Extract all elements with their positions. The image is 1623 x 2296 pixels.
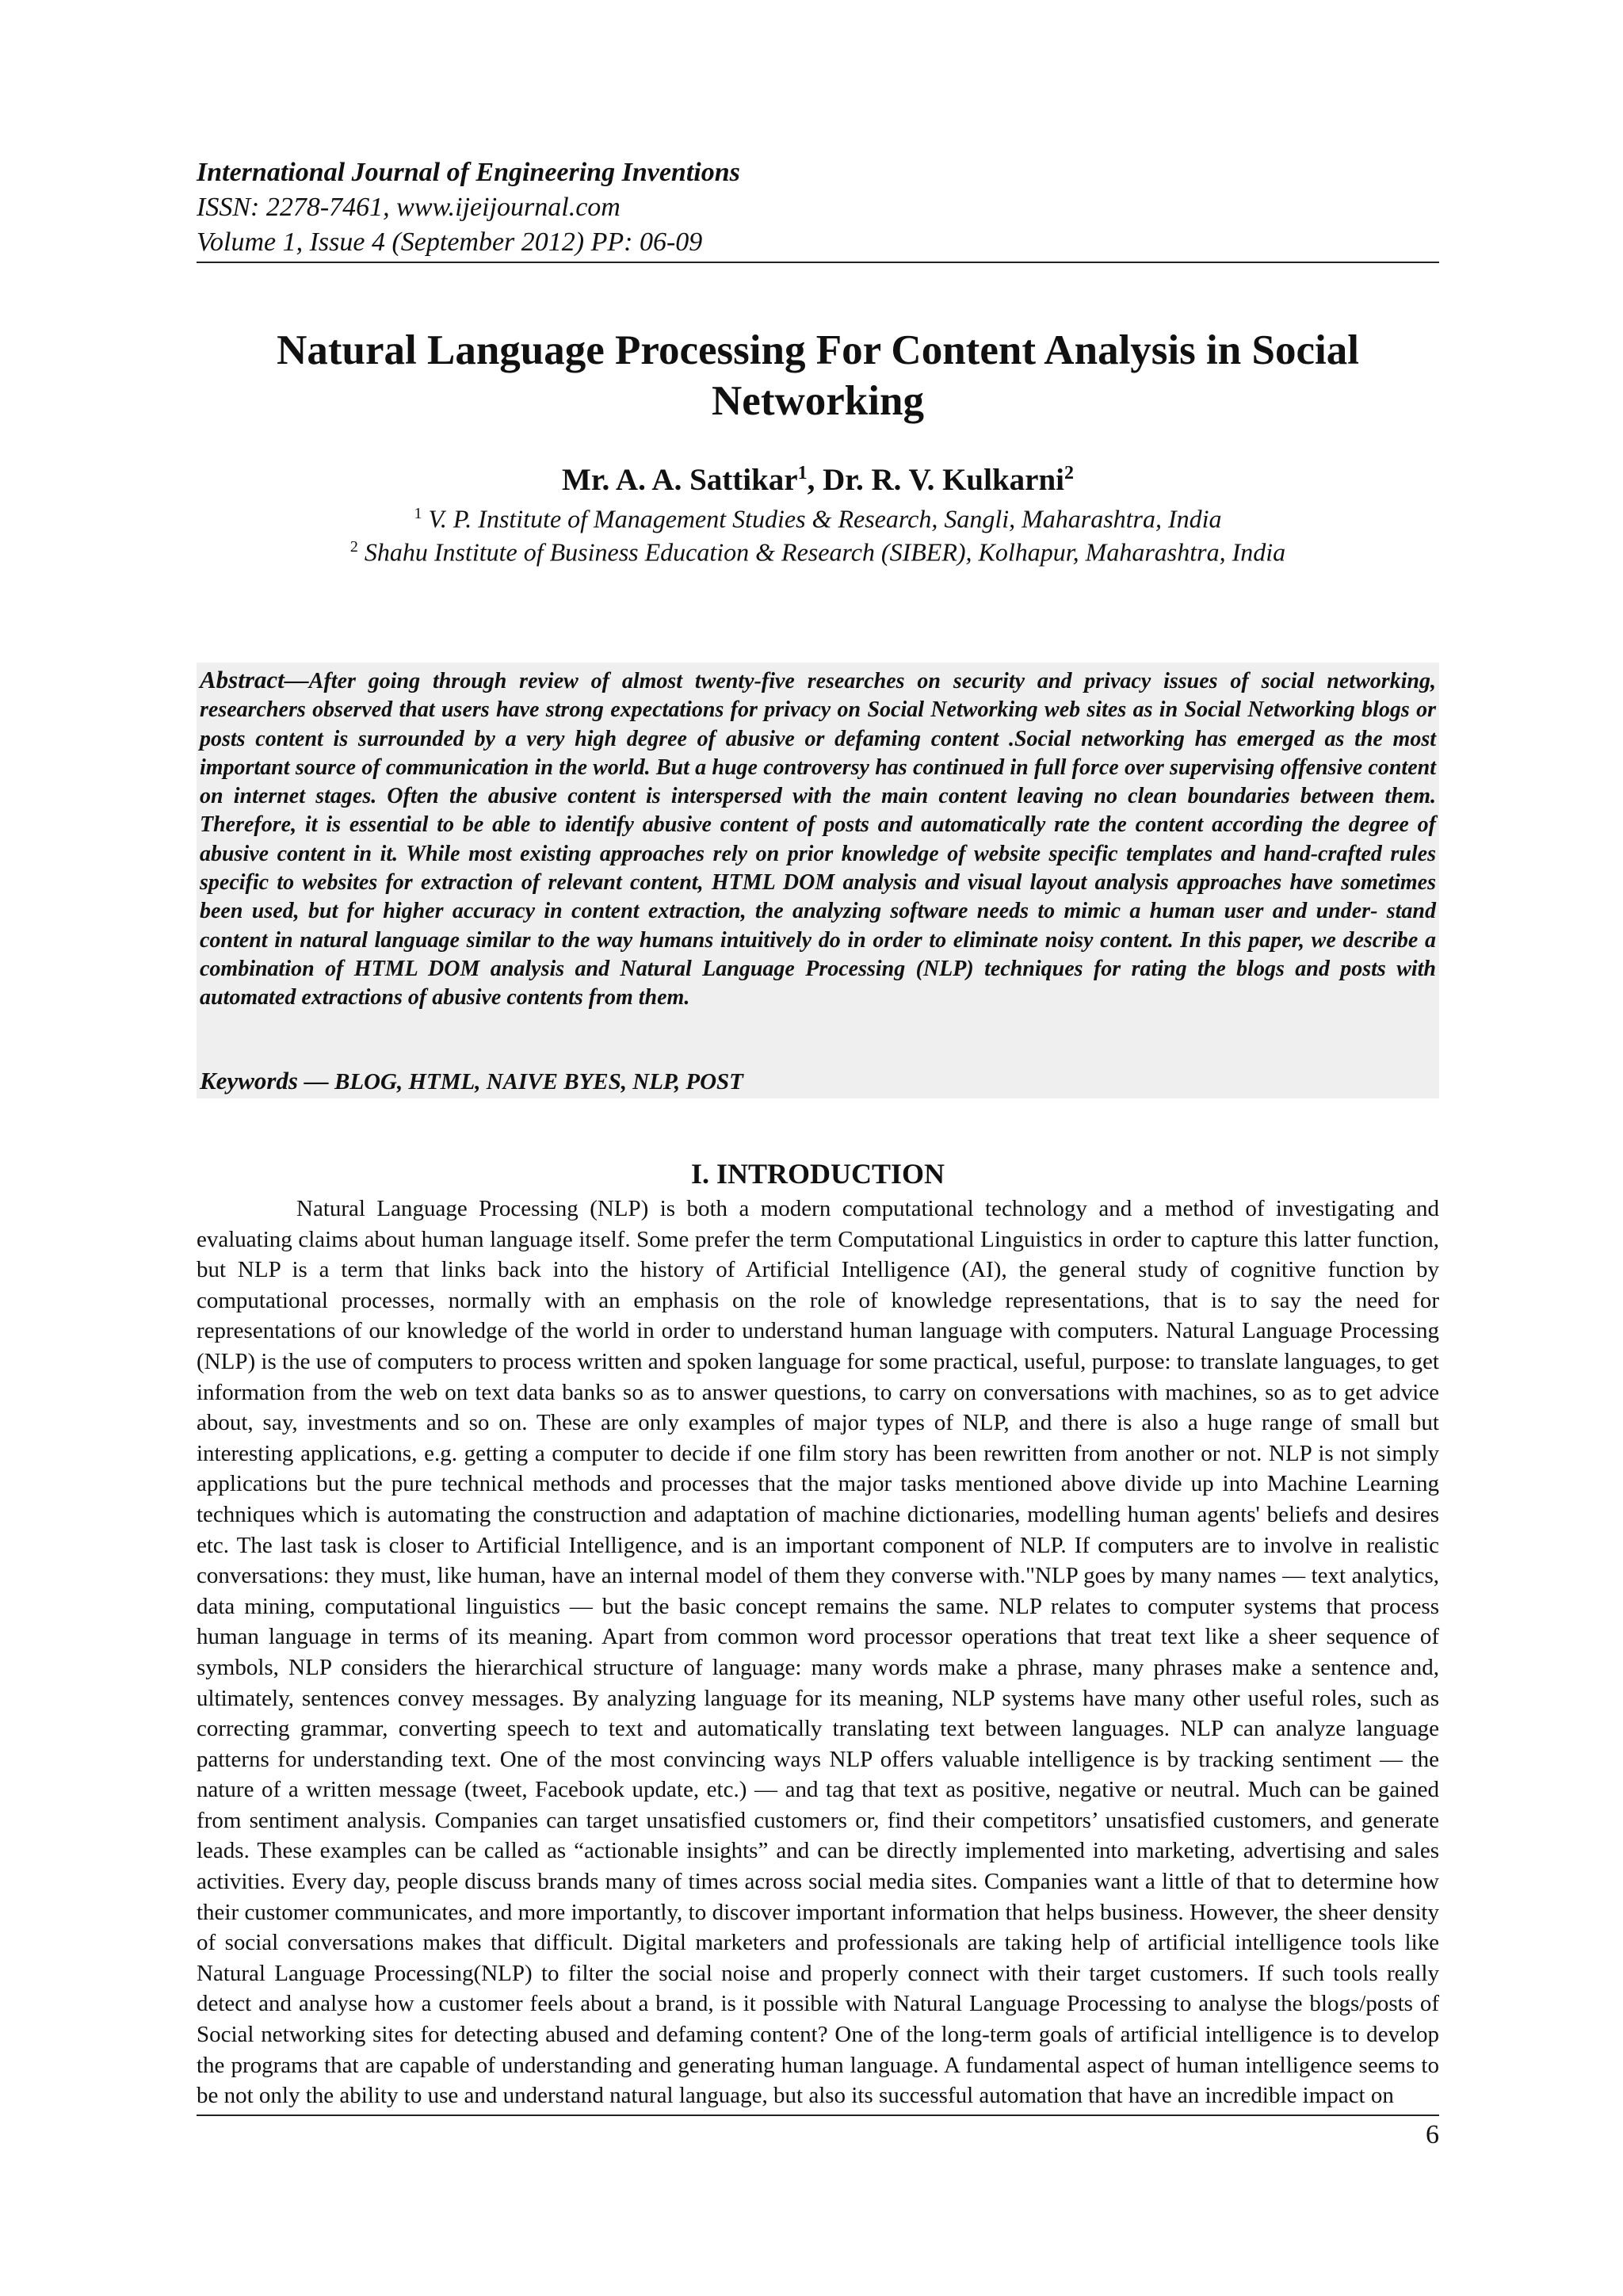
affiliation-1-mark: 1 — [414, 505, 422, 522]
author-1-affil-mark: 1 — [797, 463, 808, 483]
affiliation-2-mark: 2 — [349, 538, 358, 556]
journal-name: International Journal of Engineering Inventions — [197, 158, 740, 187]
keywords-label: Keywords — — [200, 1067, 329, 1095]
author-2: Dr. R. V. Kulkarni — [823, 463, 1064, 497]
abstract-label: Abstract — [200, 666, 285, 693]
paper-title: Natural Language Processing For Content Analysis in Social Networking — [277, 327, 1359, 424]
journal-volume: Volume 1, Issue 4 (September 2012) PP: 06-09 — [197, 227, 703, 257]
keywords-list: BLOG, HTML, NAIVE BYES, NLP, POST — [334, 1069, 743, 1095]
abstract — [200, 666, 1436, 1013]
page-number: 6 — [1426, 2120, 1439, 2149]
affiliation-2-text: Shahu Institute of Business Education & Research (SIBER), Kolhapur, Maharashtra, India — [364, 537, 1286, 567]
introduction-paragraph: Natural Language Processing (NLP) is both a modern computational technology and a method of investigating and evaluating claims about human language itself. Some prefer the term Computational Linguistics in order to capture this latter function, but NLP is a term that links back into the history of Artificial Intelligence (AI), the general study of cognitive function by computational processes, normally with an emphasis on the role of knowledge representations, that is to say the need for representations of our knowledge of the world in order to understand human language with computers. Natural Language Processing (NLP) is the use of computers to process written and spoken language for some practical, useful, purpose: to translate languages, to get information from the web on text data banks so as to answer questions, to carry on conversations with machines, so as to get advice about, say, investments and so on. These are only examples of major types of NLP, and there is also a huge range of small but interesting applications, e.g. getting a computer to decide if one film story has been rewritten from another or not. NLP is not simply applications but the pure technical methods and processes that the major tasks mentioned above divide up into Machine Learning techniques which is automating the construction and adaptation of machine dictionaries, modelling human agents' beliefs and desires etc. The last task is closer to Artificial Intelligence, and is an important component of NLP. If computers are to involve in realistic conversations: they must, like human, have an internal model of them they converse with."NLP goes by many names — text analytics, data mining, computational linguistics — but the basic concept remains the same. NLP relates to computer systems that process human language in terms of its meaning. Apart from common word processor operations that treat text like a sheer sequence of symbols, NLP considers the hierarchical structure of language: many words make a phrase, many phrases make a sentence and, ultimately, sentences convey messages. By analyzing language for its meaning, NLP systems have many other useful roles, such as correcting grammar, converting speech to text and automatically translating text between languages. NLP can analyze language patterns for understanding text. One of the most convincing ways NLP offers valuable intelligence is by tracking sentiment — the nature of a written message (tweet, Facebook update, etc.) — and tag that text as positive, negative or neutral. Much can be gained from sentiment analysis. Companies can target unsatisfied customers or, find their competitors’ unsatisfied customers, and generate leads. These examples can be called as “actionable insights” and can be directly implemented into marketing, advertising and sales activities. Every day, people discuss brands many of times across social media sites. Companies want a little of that to determine how their customer communicates, and more importantly, to discover important information that helps business. However, the sheer density of social conversations makes that difficult. Digital marketers and professionals are taking help of artificial intelligence tools like Natural Language Processing(NLP) to filter the social noise and properly connect with their target customers. If such tools really detect and analyse how a customer feels about a brand, is it possible with Natural Language Processing to analyse the blogs/posts of Social networking sites for detecting abused and defaming content? One of the long-term goals of artificial intelligence is to develop the programs that are capable of understanding and generating human language. A fundamental aspect of human intelligence seems to be not only the ability to use and understand natural language, but also its successful automation that have an incredible impact on — [197, 1196, 1439, 2109]
authors — [197, 453, 1439, 500]
introduction-body — [197, 1194, 1439, 2111]
header-rule — [197, 262, 1439, 263]
journal-issn: ISSN: 2278-7461, www.ijeijournal.com — [197, 193, 621, 222]
author-1: Mr. A. A. Sattikar — [562, 463, 798, 497]
journal-header — [197, 155, 1439, 260]
section-heading-introduction: I. INTRODUCTION — [690, 1158, 945, 1190]
author-2-affil-mark: 2 — [1064, 463, 1074, 483]
affiliation-1-text: V. P. Institute of Management Studies & Research, Sangli, Maharashtra, India — [428, 504, 1222, 533]
footer-rule — [197, 2115, 1439, 2116]
author-separator: , — [807, 463, 823, 497]
abstract-dash: — — [284, 666, 309, 693]
keywords — [200, 1066, 1436, 1097]
affiliation-2 — [197, 529, 1439, 570]
abstract-body: After going through review of almost twenty-five researches on security and privacy issues of social networking, researchers observed that users have strong expectations for privacy on Social Networking web sites as in Social Networking blogs or posts content is surrounded by a very high degree of abusive or defaming content .Social networking has emerged as the most important source of communication in the world. But a huge controversy has continued in full force over supervising offensive content on internet stages. Often the abusive content is interspersed with the main content leaving no clean boundaries between them. Therefore, it is essential to be able to identify abusive content of posts and automatically rate the content according the degree of abusive content in it. While most existing approaches rely on prior knowledge of website specific templates and hand-crafted rules specific to websites for extraction of relevant content, HTML DOM analysis and visual layout analysis approaches have sometimes been used, but for higher accuracy in content extraction, the analyzing software needs to mimic a human user and under- stand content in natural language similar to the way humans intuitively do in order to eliminate noisy content. In this paper, we describe a combination of HTML DOM analysis and Natural Language Processing (NLP) techniques for rating the blogs and posts with automated extractions of abusive contents from them. — [200, 669, 1436, 1010]
